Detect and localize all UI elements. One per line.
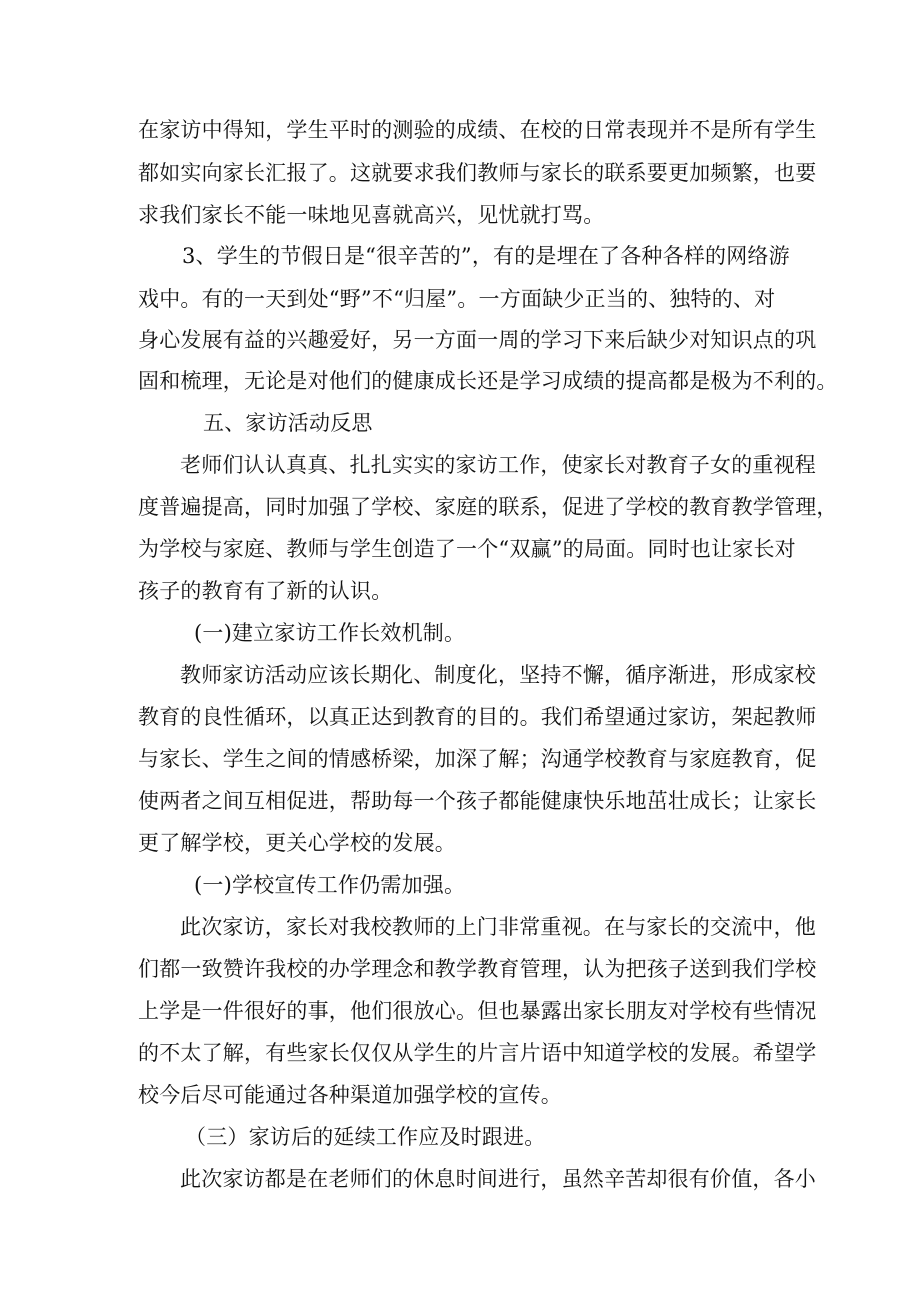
body-line: 孩子的教育有了新的认识。 bbox=[138, 579, 393, 603]
body-line: 为学校与家庭、教师与学生创造了一个“双赢”的局面。同时也让家长对 bbox=[138, 537, 796, 561]
body-line: 校今后尽可能通过各种渠道加强学校的宣传。 bbox=[138, 1083, 562, 1107]
section-heading: 五、家访活动反思 bbox=[203, 411, 373, 435]
body-line: 上学是一件很好的事，他们很放心。但也暴露出家长朋友对学校有些情况 bbox=[138, 999, 817, 1023]
body-line: 的不太了解，有些家长仅仅从学生的片言片语中知道学校的发展。希望学 bbox=[138, 1041, 817, 1065]
body-line: 与家长、学生之间的情感桥梁，加深了解；沟通学校教育与家庭教育，促 bbox=[138, 747, 817, 771]
body-line: 此次家访，家长对我校教师的上门非常重视。在与家长的交流中，他 bbox=[180, 915, 816, 939]
body-line: 教育的良性循环，以真正达到教育的目的。我们希望通过家访，架起教师 bbox=[138, 705, 817, 729]
subsection-heading: (一)建立家访工作长效机制。 bbox=[194, 621, 466, 645]
body-line: 使两者之间互相促进，帮助每一个孩子都能健康快乐地茁壮成长；让家长 bbox=[138, 789, 817, 813]
subsection-heading: (一)学校宣传工作仍需加强。 bbox=[194, 873, 466, 897]
body-line: 戏中。有的一天到处“野”不“归屋”。一方面缺少正当的、独特的、对 bbox=[138, 287, 776, 311]
body-line: 身心发展有益的兴趣爱好，另一方面一周的学习下来后缺少对知识点的巩 bbox=[138, 328, 817, 352]
body-line: 在家访中得知，学生平时的测验的成绩、在校的日常表现并不是所有学生 bbox=[138, 118, 817, 142]
body-line: 此次家访都是在老师们的休息时间进行，虽然辛苦却很有价值，各小 bbox=[180, 1167, 816, 1191]
body-line: 更了解学校，更关心学校的发展。 bbox=[138, 831, 456, 855]
subsection-heading: （三）家访后的延续工作应及时跟进。 bbox=[185, 1125, 546, 1149]
body-line: 们都一致赞许我校的办学理念和教学教育管理，认为把孩子送到我们学校 bbox=[138, 957, 817, 981]
body-line: 3、学生的节假日是“很辛苦的”，有的是埋在了各种各样的网络游 bbox=[182, 244, 790, 268]
body-line: 老师们认认真真、扎扎实实的家访工作，使家长对教育子女的重视程 bbox=[180, 453, 816, 477]
body-line: 都如实向家长汇报了。这就要求我们教师与家长的联系要更加频繁，也要 bbox=[138, 161, 817, 185]
body-line: 求我们家长不能一味地见喜就高兴，见忧就打骂。 bbox=[138, 203, 605, 227]
body-line: 度普遍提高，同时加强了学校、家庭的联系，促进了学校的教育教学管理， bbox=[138, 495, 838, 519]
body-line: 教师家访活动应该长期化、制度化，坚持不懈，循序渐进，形成家校 bbox=[180, 663, 816, 687]
body-line: 固和梳理，无论是对他们的健康成长还是学习成绩的提高都是极为不利的。 bbox=[138, 369, 838, 393]
